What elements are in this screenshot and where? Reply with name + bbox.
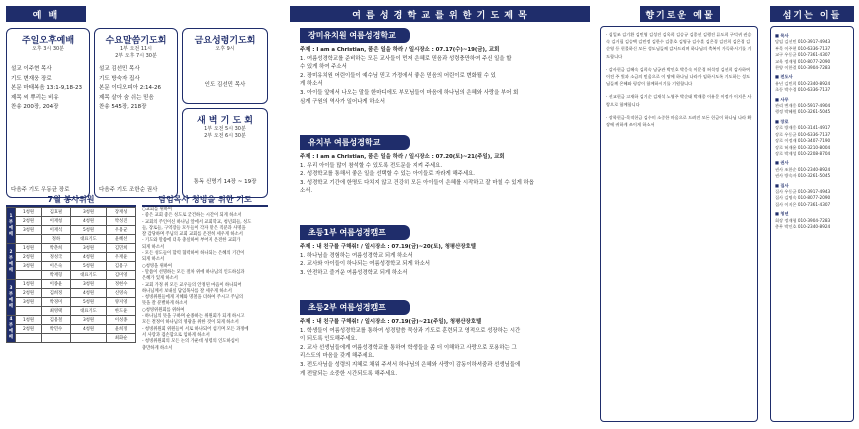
- vbs-prayer-line: 소서.: [300, 188, 313, 195]
- prayer-line: 은혜가 있게 하소서: [142, 276, 178, 282]
- vbs-theme-line: 주제 : 내 친구를 구해줘! / 일시장소 : 07.19(금)~20(토), 청평산장호텔: [300, 244, 476, 250]
- duty-cell: 이성종: [107, 316, 136, 325]
- duty-cell: 3청원: [16, 298, 42, 307]
- duty-cell: 정성국: [42, 253, 71, 262]
- pastor-prayer-title: 담임목사 청빙을 위한 기도: [142, 194, 268, 207]
- prayer-line: - 교회의 주인이신 하나님 앞에서 교회학교, 청년회들, 성도: [142, 219, 252, 225]
- duty-row: [7, 307, 136, 316]
- vbs-prayer-line: 게 전달되는 소중한 시간되도록 해주세요.: [300, 370, 398, 377]
- prayer-line: - 좋은 교회 좋은 성도로 굳건하는 시간이 되게 하소서: [142, 213, 242, 219]
- duty-cell: 이은숙: [42, 262, 71, 271]
- detail-line: 제목 씨 뿌리는 비유: [11, 94, 59, 101]
- prayer-line: - 청빙위원들에게 지혜와 명철을 더하여 주시고 주님의: [142, 295, 244, 301]
- duty-cell: 4청원: [70, 253, 106, 262]
- servers-list: [770, 26, 854, 422]
- wednesday-title: 수요말씀기도회: [105, 36, 167, 46]
- vbs-theme-line: 주제 : I am a Christian, 품은 일을 하라 / 일시장소 : 07.17(수)~19(금), 교회: [300, 47, 500, 53]
- prayer-line: ○교회를 위하여: [142, 207, 173, 212]
- detail-line: 본문 이디오피아 2:14-26: [99, 85, 162, 91]
- duty-cell: 김용철: [42, 316, 71, 325]
- duty-cell: [70, 334, 106, 343]
- duty-cell: 1청원: [16, 208, 42, 217]
- server-entry: 권사 방숙자 010-3261-5045: [775, 173, 831, 179]
- server-entry: 장로 우동균 010-6336-7137: [775, 131, 831, 137]
- pastor-prayer-list: [142, 207, 268, 352]
- prayer-line: - 하나님의 뜻을 구하며 순종하는 위원회가 되게 하시고: [142, 314, 245, 320]
- duty-row: [7, 226, 136, 235]
- duty-cell: 한도윤: [107, 307, 136, 316]
- server-entry: 교육 정재형 010-8077-2090: [775, 58, 831, 64]
- prayer-line: 되게 하소서: [142, 257, 165, 263]
- server-group-title: ■ 장로: [775, 118, 789, 124]
- detail-line: 찬송 200장, 204장: [11, 104, 59, 110]
- duty-week-label: 3부예배: [7, 280, 16, 316]
- duty-row: [7, 235, 136, 244]
- duty-week-label: 2부예배: [7, 244, 16, 280]
- duty-cell: 2청원: [16, 217, 42, 226]
- sunday-pm-service-box: [6, 28, 90, 198]
- prayer-line: 서 사랑과 겸손함으로 임하게 하소서: [142, 332, 210, 338]
- prayer-line: - 기도와 말씀에 더욱 충실하여 부어지 온전한 교회가: [142, 238, 241, 244]
- server-group-title: ■ 집사: [775, 182, 789, 188]
- offering-paragraph: · 장학헌금·목적헌금 김수미 소중한 마음으로 드려진 모든 헌금이 하나님 나라 확장에 귀하게 쓰이게 하소서: [606, 114, 752, 128]
- duty-row: [7, 244, 136, 253]
- duty-cell: 1청원: [16, 280, 42, 289]
- server-group-title: ■ 전도사: [775, 74, 793, 80]
- offering-paragraph: · 십일조 김기환 김민영 김성진 김욱희 김승규 김종선 김행진 류도희 구덕귀 권승숙 김거필 김승택 김민정 김한수 김종호 김영규 김수훈 김은경 김진희 김은경 김순영 등 헌물하신 모든 성도님들께 감사드리며 하나님의 축복이 가득하시기를 기도합니다: [606, 32, 752, 59]
- prayer-line: - 말씀이 선명하는 모든 절차 위에 하나님의 인도하심과: [142, 269, 245, 275]
- duty-row: [7, 325, 136, 334]
- sunday-pm-details: [11, 65, 85, 113]
- worship-header: 예 배: [6, 6, 86, 22]
- wednesday-details: [99, 65, 173, 113]
- duty-cell: 이재청: [42, 217, 71, 226]
- duty-row: [7, 316, 136, 325]
- offering-list: [600, 26, 758, 422]
- server-entry: 집사 우동균 010-3917-4943: [775, 188, 831, 194]
- vbs-section-title-elementary1: 초등1부 여름성경캠프: [300, 225, 410, 240]
- duty-cell: 이종윤: [42, 280, 71, 289]
- detail-line: 기도 방숙자 집사: [99, 75, 140, 82]
- duty-cell: 정하: [42, 235, 71, 244]
- server-group-title: ■ 청년: [775, 211, 789, 217]
- duty-cell: 윤희정: [107, 325, 136, 334]
- sunday-pm-title: 주일오후예배: [21, 36, 75, 46]
- duty-cell: 1청원: [16, 316, 42, 325]
- duty-cell: 박재형: [42, 271, 71, 280]
- wednesday-time-1: 1부 오전 11시: [119, 46, 153, 52]
- duty-row: [7, 298, 136, 307]
- duty-cell: 5청원: [70, 226, 106, 235]
- server-group-title: ■ 권사: [775, 160, 789, 166]
- server-entry: 장로 방재웅 010-3141-4917: [775, 125, 831, 131]
- duty-cell: 윤혜선: [107, 235, 136, 244]
- wednesday-service-box: [94, 28, 178, 198]
- wednesday-time-2: 2부 오후 7시 30분: [115, 52, 157, 59]
- duty-cell: 3청원: [70, 280, 106, 289]
- prayer-line: 들, 장로들, 구역장들 모두들이 각자 맡은 직분과 사명을: [142, 225, 246, 231]
- duty-cell: 최영택: [42, 307, 71, 316]
- prayer-line: 뜻을 잘 분별하게 하소서: [142, 301, 188, 307]
- duty-cell: 김미영: [107, 271, 136, 280]
- duty-cell: 신영숙: [107, 289, 136, 298]
- server-entry: 찬양 이한결 010-3904-7283: [775, 65, 831, 71]
- duty-cell: 3청원: [16, 262, 42, 271]
- duty-cell: 양지영: [107, 298, 136, 307]
- duty-cell: 정현수: [107, 280, 136, 289]
- server-entry: 부목 이주현 010-6336-7137: [775, 45, 831, 51]
- duty-cell: 5청원: [70, 262, 106, 271]
- prayer-line: ○청빙위원회를 위하여: [142, 307, 185, 313]
- servers-header: 섬기는 이들: [770, 6, 854, 22]
- vbs-prayer-line: 3. 전도사님을 성령의 지혜로 채워 주셔서 하나님의 은혜와 사랑이 감동이하셔줌과 선생님들에: [300, 361, 521, 368]
- duty-table: [6, 207, 136, 343]
- wednesday-next-prayer: 다음주 기도 조한순 권사: [99, 187, 158, 193]
- vbs-header: 여 름 성 경 학 교 를 위 한 기 도 제 목: [290, 6, 590, 22]
- vbs-prayer-line: 심게 구원의 역사가 일어나게 하소서: [300, 98, 385, 105]
- duty-cell: 1청원: [16, 244, 42, 253]
- duty-cell: 대표기도: [70, 271, 106, 280]
- vbs-section-title-elementary2: 초등2부 여름성경캠프: [300, 300, 410, 315]
- sunday-pm-next-prayer: 다음주 기도 우동균 장로: [11, 187, 70, 193]
- duty-cell: [16, 271, 42, 280]
- duty-cell: [16, 307, 42, 316]
- server-entry: 장로 이정재 010-3407-7190: [775, 138, 831, 144]
- vbs-section-elementary1: [300, 243, 590, 277]
- vbs-prayer-line: 수 있게 하여 주소서: [300, 64, 347, 71]
- duty-row: [7, 334, 136, 343]
- detail-line: 기도 변재웅 장로: [11, 75, 52, 82]
- duty-cell: 4청원: [70, 289, 106, 298]
- server-entry: 장로 허재윤 010-3210-8004: [775, 144, 831, 150]
- vbs-prayer-line: 3. 아이들 앞에서 나오는 말들 한마디에도 부모님들이 마음에 하나님의 은혜와 사랑을 부어 회: [300, 89, 519, 96]
- duty-row: [7, 271, 136, 280]
- vbs-prayer-line: 2. 성경학교를 통해서 좋은 일을 선택할 수 있는 아이들로 자라게 해주세요.: [300, 171, 476, 178]
- dawn-title: 새 벽 기 도 회: [196, 116, 253, 126]
- duty-cell: 박성진: [107, 217, 136, 226]
- duty-week-label: 4부예배: [7, 316, 16, 343]
- prayer-line: - 청빙위원회 위원들이 서로 하나되어 섬기며 모든 과정에: [142, 326, 249, 332]
- server-entry: 행정 박혜원 010-3261-5045: [775, 109, 831, 115]
- vbs-section-elementary2: [300, 318, 590, 378]
- vbs-section-title-kindergarten: 장미유치원 여름성경학교: [300, 28, 410, 43]
- vbs-prayer-line: 1. 하나님을 경험하는 여름성경학교 되게 하소서: [300, 252, 413, 259]
- dawn-service-box: [182, 108, 268, 198]
- detail-line: 설교 김선민 목사: [99, 66, 140, 72]
- detail-line: 설교 이주현 목사: [11, 66, 52, 72]
- duty-cell: 우용균: [107, 226, 136, 235]
- vbs-theme-line: 주제 : I am a Christian, 품은 일을 하라 / 일시장소 : 07.20(토)~21(주일), 교회: [300, 154, 505, 160]
- server-entry: 총무 박인호 010-2340-8924: [775, 223, 831, 229]
- duty-row: [7, 262, 136, 271]
- duty-cell: [16, 235, 42, 244]
- duty-cell: 김민희: [107, 244, 136, 253]
- prayer-line: - 청빙위원회의 모든 논의 가운데 성령의 인도하심이: [142, 339, 239, 345]
- prayer-line: 충만하게 하소서: [142, 345, 173, 351]
- server-entry: 담임 김선민 010-3917-4943: [775, 39, 831, 45]
- vbs-prayer-line: 2. 교사와 아이들이 하나되는 여름성경학교 되게 하소서: [300, 261, 430, 268]
- duty-cell: 3청원: [70, 208, 106, 217]
- vbs-section-kindergarten: [300, 46, 590, 106]
- prayer-line: 되게 하소서: [142, 244, 165, 250]
- prayer-line: 모든 결정이 하나님의 영광을 위한 것이 되게 하소서: [142, 320, 239, 326]
- server-entry: 관리 변재웅 010-5917-4904: [775, 103, 831, 109]
- duty-cell: 3청원: [16, 226, 42, 235]
- detail-line: 제목 살아 숨 쉬는 믿음: [99, 94, 154, 101]
- prayer-line: - 교회 가정 위 모든 교우들의 안정된 마음이 하나되어: [142, 282, 242, 288]
- friday-time: 오후 9시: [215, 46, 235, 52]
- vbs-section-title-preschool: 유치부 여름성경학교: [300, 135, 410, 150]
- duty-cell: 장재성: [107, 208, 136, 217]
- duty-row: [7, 280, 136, 289]
- prayer-line: 하나님께서 보내실 담임목사를 잘 세우게 하소서: [142, 288, 232, 294]
- duty-cell: 이재석: [42, 226, 71, 235]
- offering-header: 향기로운 예물: [640, 6, 720, 22]
- dawn-reading: 통독 신명기 14장 ~ 19장: [193, 179, 257, 185]
- server-entry: 초등 박수경 010-6336-7137: [775, 87, 831, 93]
- duty-row: [7, 289, 136, 298]
- vbs-prayer-line: 1. 여름성경학교를 준비하는 모든 교사들이 먼저 은혜로 믿음과 성령충만하여 주신 일을 할: [300, 55, 512, 62]
- vbs-prayer-line: 1. 우리 아이들 많이 참석할 수 있도록 전도문을 지켜 주세요.: [300, 162, 443, 169]
- duty-week-label: 1부예배: [7, 208, 16, 244]
- duty-cell: 김희정: [42, 289, 71, 298]
- duty-cell: 박민수: [42, 325, 71, 334]
- vbs-prayer-line: 이 되도록 인도해주세요.: [300, 336, 358, 343]
- duty-cell: 3청원: [70, 244, 106, 253]
- duty-cell: 최화순: [107, 334, 136, 343]
- duty-cell: [16, 334, 42, 343]
- duty-row: [7, 217, 136, 226]
- prayer-line: ○청빙을 위하여: [142, 263, 173, 269]
- duty-cell: 3청원: [70, 316, 106, 325]
- server-group-title: ■ 목사: [775, 33, 789, 38]
- duty-cell: [42, 334, 71, 343]
- server-entry: 장로 박제성 010-2208-8704: [775, 150, 831, 156]
- server-entry: 집사 이지은 010-7361-4307: [775, 201, 831, 207]
- server-entry: 교구 우동균 010-7361-4307: [775, 52, 831, 58]
- duty-cell: 5청원: [70, 298, 106, 307]
- duty-cell: 2청원: [16, 253, 42, 262]
- server-group-title: ■ 사무: [775, 96, 789, 102]
- vbs-prayer-line: 3. 성경학교 기간에 한명도 다치지 않고 건강히 모든 아이들이 은혜를 시작하고 잘 마칠 수 있게 하옵: [300, 179, 534, 186]
- vbs-prayer-line: 게 하소서: [300, 81, 323, 88]
- prayer-line: 잘 감당하며 주님의 교회 교회를 온전히 세우게 하소서: [142, 232, 243, 238]
- offering-paragraph: · 선교헌금 고재하 김기순 김재석 노영주 박순태 박재종 이유문 이정가 이지은 사랑으로 함께합니다: [606, 94, 752, 107]
- duty-cell: 2청원: [16, 289, 42, 298]
- duty-cell: 박춘희: [42, 244, 71, 253]
- duty-cell: 대표기도: [70, 235, 106, 244]
- vbs-prayer-line: 3. 안전하고 즐거운 여름성경학교 되게 하소서: [300, 269, 408, 276]
- duty-title: 7월 봉사위원: [6, 194, 136, 207]
- friday-service-box: [182, 28, 268, 104]
- detail-line: 찬송 545장, 218장: [99, 104, 147, 110]
- server-entry: 유년 김민희 010-2340-8924: [775, 80, 831, 86]
- duty-cell: 2청원: [16, 325, 42, 334]
- duty-cell: 김효필: [42, 208, 71, 217]
- friday-leader: 인도 김선민 목사: [204, 82, 246, 88]
- duty-row: [7, 208, 136, 217]
- server-entry: 권사 조한순 010-2340-8924: [775, 166, 831, 172]
- server-entry: 회장 정재형 010-3904-7283: [775, 217, 831, 223]
- duty-row: [7, 253, 136, 262]
- offering-paragraph: · 감사헌금 김혜숙 김희숙 남궁관 박인호 박응숙 이문경 허석정 김선희 감사하여 이전 주 빛과 소금의 믿음으로 이 땅에 하나님 나라가 임하시도록 기도하는 성도님들께 은혜와 평강이 함께하시기를 기원합니다: [606, 66, 751, 87]
- friday-title: 금요성령기도회: [194, 36, 256, 46]
- vbs-theme-line: 주제 : 내 친구를 구해줘! / 일시장소 : 07.19(금)~21(주일), 청평산장호텔: [300, 319, 482, 325]
- vbs-prayer-line: 2. 장미유치원 어린이들이 예수님 믿고 가정에서 좋은 믿음의 어린이로 변화될 수 있: [300, 72, 496, 79]
- duty-cell: 우재윤: [107, 253, 136, 262]
- server-entry: 집사 김명숙 010-8077-2090: [775, 195, 831, 201]
- duty-cell: 김용구: [107, 262, 136, 271]
- vbs-section-preschool: [300, 153, 590, 196]
- vbs-prayer-line: 1. 학생들이 여름성경학교를 통하여 성경말씀 묵상과 기도로 훈련되고 영적으로 성장하는 시간: [300, 327, 521, 334]
- duty-cell: 4청원: [70, 217, 106, 226]
- dawn-time-1: 1부 오전 5시 30분: [204, 126, 246, 132]
- duty-cell: 박경미: [42, 298, 71, 307]
- duty-cell: 4청원: [70, 325, 106, 334]
- detail-line: 본문 마태복음 13:1-9,18-23: [11, 85, 82, 91]
- vbs-prayer-line: 리스도의 마음을 갖게 해주세요.: [300, 353, 375, 360]
- duty-cell: 대표기도: [70, 307, 106, 316]
- prayer-line: - 모든 성도들이 합력 협력하여 하나되는 은혜의 기간이: [142, 251, 245, 257]
- sunday-pm-time: 오후 3시 30분: [31, 46, 65, 52]
- vbs-prayer-line: 2. 교사 선생님들에게 여름성경학교를 통하여 학생들을 좀 더 이해하고 사랑으로 포용하는 그: [300, 344, 517, 351]
- dawn-time-2: 2부 오전 6시 30분: [204, 132, 246, 139]
